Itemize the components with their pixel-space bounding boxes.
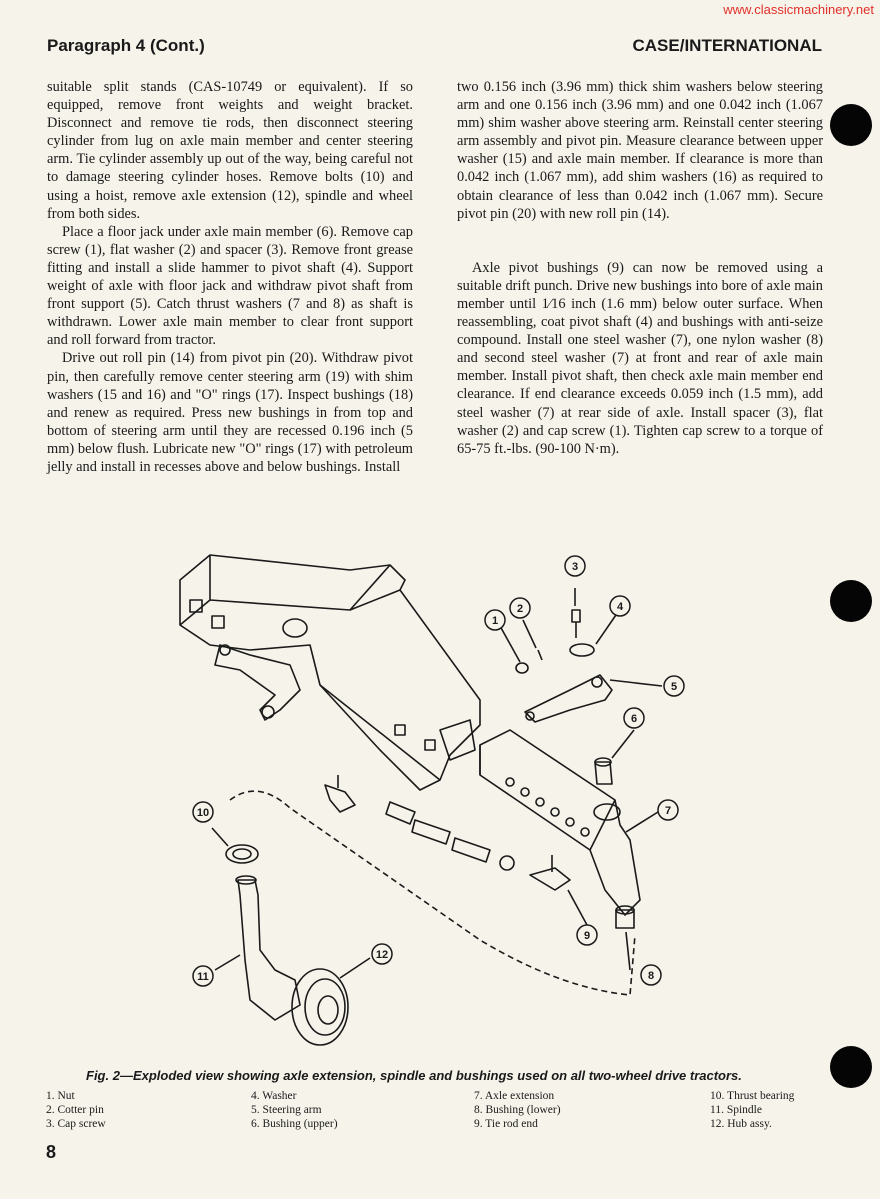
legend-item: 3. Cap screw — [46, 1118, 106, 1131]
svg-text:1: 1 — [491, 615, 499, 627]
right-column — [457, 78, 823, 458]
cotter-pin — [538, 650, 542, 660]
legend-column — [710, 1089, 794, 1132]
callout-4 — [610, 596, 630, 616]
legend-item: 8. Bushing (lower) — [474, 1104, 561, 1117]
svg-text:12: 12 — [375, 949, 389, 961]
legend-item: 11. Spindle — [710, 1104, 762, 1117]
callout-11 — [193, 966, 213, 986]
binder-hole — [830, 580, 872, 622]
callout-12 — [372, 944, 392, 964]
legend-column — [251, 1089, 338, 1132]
svg-text:10: 10 — [196, 807, 210, 819]
callout-3 — [565, 556, 585, 576]
legend-item: 2. Cotter pin — [46, 1104, 104, 1117]
left-column — [47, 78, 413, 476]
callout-10 — [193, 802, 213, 822]
svg-text:6: 6 — [630, 713, 638, 725]
page-number: 8 — [46, 1142, 57, 1162]
steering-arm — [525, 675, 612, 722]
paragraph: Place a floor jack under axle main member (6). Remove cap screw (1), flat washer (2) and spacer (3). Remove front grease fitting and install a slide hammer to pivot shaft (4). Support weight of axle with floor jack and withdraw pivot shaft from front support (5). Catch thrust washers (7 and 8) as shaft is withdrawn. Lower axle main member to clear front support and roll forward from tractor. — [47, 223, 413, 349]
manufacturer-heading: CASE/INTERNATIONAL — [632, 36, 822, 55]
legend-column — [46, 1089, 106, 1132]
paragraph: Axle pivot bushings (9) can now be removed using a suitable drift punch. Drive new bushings into bore of axle main member until 1⁄16 inch (1.6 mm) below outer surface. When reassembling, coat pivot shaft (4) and bushings with anti-seize compound. Install one steel washer (7), one nylon washer (8) and second steel washer (7) at front and rear of axle main member. Install pivot shaft, then check axle main member end clearance. If end clearance exceeds 0.059 inch (1.5 mm), add steel washer (7) at rear side of axle. Install spacer (3), flat washer (2) and cap screw (1). Tighten cap screw to a torque of 65-75 ft.-lbs. (90-100 N·m). — [457, 259, 823, 457]
figure-caption: Fig. 2—Exploded view showing axle extension, spindle and bushings used on all two-wheel drive tractors. — [86, 1068, 742, 1083]
legend-item: 5. Steering arm — [251, 1104, 322, 1117]
binder-hole — [830, 1046, 872, 1088]
legend-item: 12. Hub assy. — [710, 1118, 772, 1131]
spindle — [238, 880, 300, 1020]
legend-column — [474, 1089, 561, 1132]
callout-9 — [577, 925, 597, 945]
legend-item: 1. Nut — [46, 1090, 75, 1102]
exploded-view-figure — [150, 550, 710, 1065]
tie-rod-nut — [500, 856, 514, 870]
svg-text:7: 7 — [664, 805, 672, 817]
callout-7 — [658, 800, 678, 820]
thrust-bearing — [226, 845, 258, 863]
paragraph: two 0.156 inch (3.96 mm) thick shim washers below steering arm and one 0.156 inch (3.96 mm) and one 0.042 inch (1.067 mm) shim washer above steering arm. Reinstall center steering arm assembly and pivot pin. Measure clearance between upper washer (15) and axle main member. If clearance is more than 0.042 inch (1.067 mm), add shim washers (16) as required to obtain clearance of less than 0.042 inch (1.067 mm). Secure pivot pin (20) with new roll pin (14). — [457, 79, 823, 222]
legend-item: 9. Tie rod end — [474, 1118, 538, 1131]
legend-item: 6. Bushing (upper) — [251, 1118, 338, 1131]
svg-text:9: 9 — [583, 930, 591, 942]
svg-text:4: 4 — [616, 601, 624, 613]
binder-hole — [830, 104, 872, 146]
callout-6 — [624, 708, 644, 728]
legend-item: 7. Axle extension — [474, 1090, 555, 1102]
paragraph: Drive out roll pin (14) from pivot pin (20). Withdraw pivot pin, then carefully remove center steering arm (19) with shim washers (15 and 16) and "O" rings (17). Inspect bushings (18) and renew as required. Press new bushings in from top and bottom of steering arm until they are recessed 0.196 inch (5 mm) below flush. Lubricate new "O" rings (17) with petroleum jelly and install in recesses above and below bushings. Install — [47, 350, 413, 475]
callout-2 — [510, 598, 530, 618]
svg-text:3: 3 — [571, 561, 579, 573]
svg-text:11: 11 — [197, 971, 209, 983]
watermark: www.classicmachinery.net — [723, 2, 874, 17]
axle-main-member — [180, 555, 480, 790]
legend-item: 10. Thrust bearing — [710, 1090, 795, 1102]
tie-rod-end — [325, 775, 355, 812]
svg-text:8: 8 — [647, 970, 655, 982]
cap-screw — [572, 610, 580, 638]
svg-text:2: 2 — [516, 603, 524, 615]
callout-5 — [664, 676, 684, 696]
nut — [516, 663, 528, 673]
paragraph: suitable split stands (CAS-10749 or equivalent). If so equipped, remove front weights and weight bracket. Disconnect and remove tie rods, then disconnect steering cylinder from lug on axle main member and center steering arm. Tie cylinder assembly up out of the way, being careful not to damage steering cylinder hoses. Remove bolts (10) and using a hoist, remove axle extension (12), spindle and wheel from both sides. — [47, 79, 413, 222]
callout-1 — [485, 610, 505, 630]
section-heading: Paragraph 4 (Cont.) — [47, 36, 205, 55]
svg-text:5: 5 — [670, 681, 678, 693]
legend-item: 4. Washer — [251, 1090, 297, 1102]
callout-8 — [641, 965, 661, 985]
washer — [570, 644, 594, 656]
